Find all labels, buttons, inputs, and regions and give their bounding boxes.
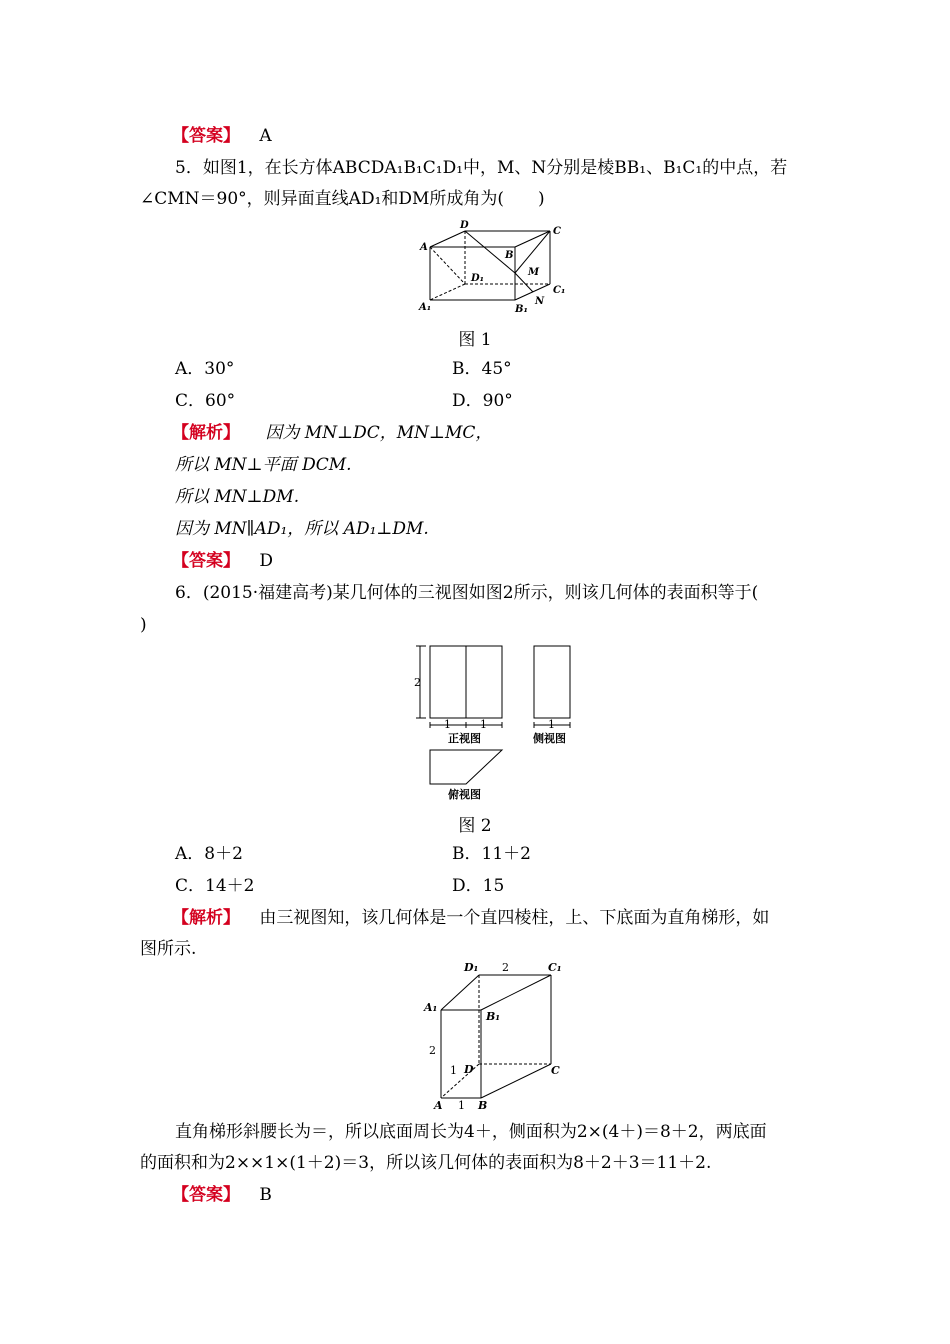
fig2-dim-width-a: 1 [444, 718, 451, 731]
q4-answer-line [172, 124, 272, 148]
q4-answer-value: A [259, 126, 272, 146]
q5-analysis-line2: 所以 MN⊥平面 DCM. [175, 455, 352, 475]
q5-analysis-line4: 因为 MN∥AD₁，所以 AD₁⊥DM. [175, 519, 429, 539]
q5-analysis-line1: 【解析】 因为 MN⊥DC，MN⊥MC， [172, 423, 493, 443]
fig1-label-M: M [528, 267, 540, 278]
q5-stem-line2: ∠CMN＝90°，则异面直线AD₁和DM所成角为( ) [140, 189, 545, 209]
q5-option-c[interactable]: C．60° [175, 391, 236, 411]
fig1-label-N: N [535, 296, 545, 307]
prism-label-top-2: 2 [502, 961, 509, 974]
q5-answer-line [172, 549, 273, 573]
fig1-label-D: D [460, 220, 469, 231]
figure-2-three-views [412, 642, 577, 804]
q5-option-b[interactable]: B．45° [452, 359, 512, 379]
q6-answer-line [172, 1183, 272, 1207]
q6-answer-value: B [259, 1185, 272, 1205]
fig2-dim-width-b: 1 [480, 718, 487, 731]
q5-analysis-tag: 【解析】 [172, 423, 240, 443]
q4-answer-tag: 【答案】 [172, 126, 240, 146]
q5-answer-tag: 【答案】 [172, 551, 240, 571]
q6-option-a[interactable]: A．8＋2 [175, 844, 243, 864]
q5-option-d[interactable]: D．90° [452, 391, 513, 411]
q5-option-a[interactable]: A．30° [175, 359, 235, 379]
prism-label-C: C [551, 1064, 560, 1077]
fig1-label-A1: A₁ [419, 302, 432, 313]
fig2-label-side: 侧视图 [533, 732, 566, 745]
q6-option-c[interactable]: C．14＋2 [175, 876, 255, 896]
q6-answer-tag: 【答案】 [172, 1185, 240, 1205]
fig2-label-front: 正视图 [448, 732, 481, 745]
q6-option-d[interactable]: D．15 [452, 876, 505, 896]
prism-label-C1: C₁ [548, 961, 562, 974]
prism-label-height-2: 2 [429, 1044, 436, 1057]
q6-analysis-line1: 【解析】 由三视图知，该几何体是一个直四棱柱，上、下底面为直角梯形，如 [172, 908, 770, 928]
fig1-label-B: B [505, 250, 514, 261]
prism-label-A1: A₁ [424, 1001, 438, 1014]
fig1-label-C: C [553, 226, 561, 237]
q6-analysis-line2: 图所示. [140, 939, 197, 959]
q5-analysis-line3: 所以 MN⊥DM. [175, 487, 300, 507]
prism-label-side-1: 1 [450, 1064, 457, 1077]
prism-label-B1: B₁ [486, 1010, 501, 1023]
figure-2-caption: 图 2 [458, 816, 492, 836]
fig2-dim-height: 2 [414, 676, 421, 689]
figure-1-caption: 图 1 [458, 330, 492, 350]
q6-calc-line1: 直角梯形斜腰长为＝，所以底面周长为4＋，侧面积为2×(4＋)＝8＋2，两底面 [175, 1122, 767, 1142]
q6-option-b[interactable]: B．11＋2 [452, 844, 531, 864]
prism-label-B: B [478, 1099, 488, 1112]
fig2-label-top: 俯视图 [448, 788, 481, 801]
figure-1-cuboid [415, 218, 575, 318]
prism-label-D1: D₁ [464, 961, 479, 974]
prism-label-bottom-1: 1 [458, 1099, 465, 1112]
prism-label-D: D [464, 1063, 474, 1076]
fig1-label-D1: D₁ [471, 273, 485, 284]
prism-label-A: A [434, 1099, 443, 1112]
fig1-label-B1: B₁ [515, 304, 528, 315]
fig1-label-C1: C₁ [553, 285, 566, 296]
q5-answer-value: D [259, 551, 274, 571]
q6-analysis-tag: 【解析】 [172, 908, 240, 928]
fig2-dim-side-width: 1 [548, 718, 555, 731]
q6-stem-line2: ) [140, 615, 147, 635]
fig1-label-A: A [420, 242, 428, 253]
q6-stem-line1: 6．(2015·福建高考)某几何体的三视图如图2所示，则该几何体的表面积等于( [175, 583, 759, 603]
q5-stem-line1: 5．如图1，在长方体ABCDA₁B₁C₁D₁中，M、N分别是棱BB₁、B₁C₁的中点，若 [175, 158, 788, 178]
prism-figure [420, 958, 570, 1113]
q6-calc-line2: 的面积和为2××1×(1＋2)＝3，所以该几何体的表面积为8＋2＋3＝11＋2. [140, 1153, 712, 1173]
